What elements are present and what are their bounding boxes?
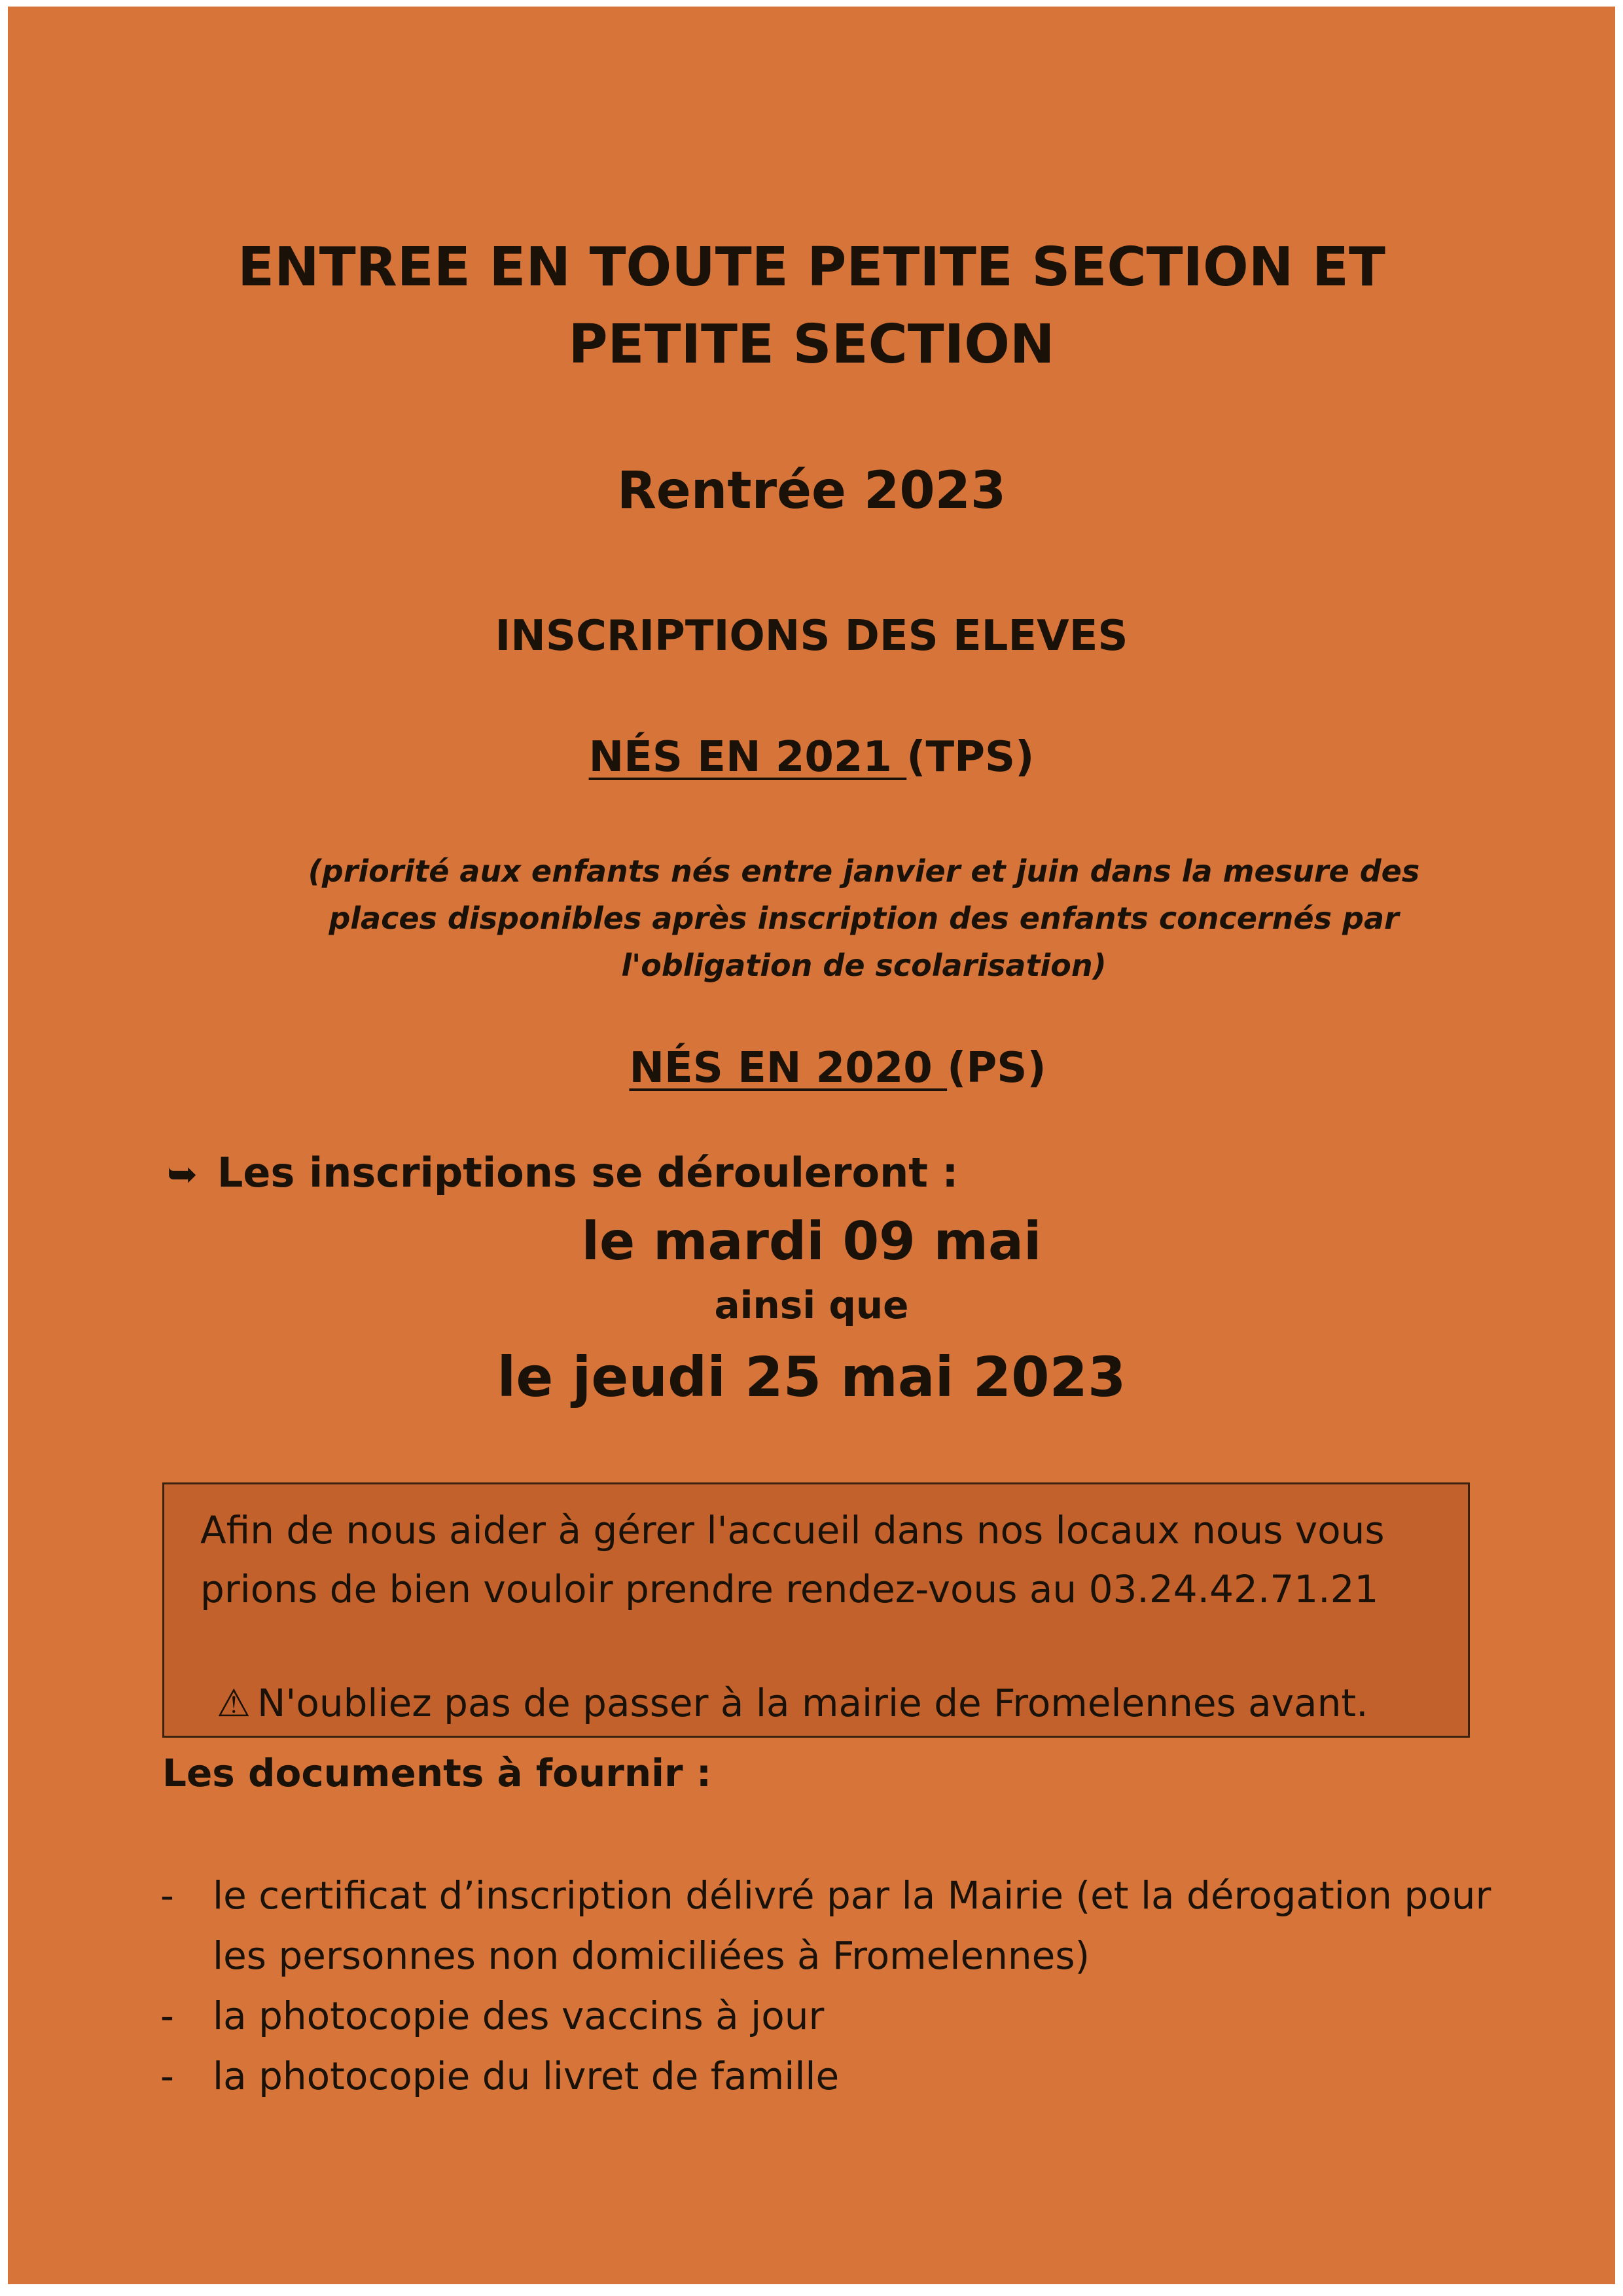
list-item: - le certificat d’inscription délivré par la Mairie (et la dérogation pour les personnes non domiciliées à Fromelennes) (160, 1873, 1491, 1978)
list-item: - la photocopie du livret de famille (160, 2054, 840, 2098)
notice-warning (217, 1681, 1368, 1725)
tps-suffix: (TPS) (906, 733, 1035, 781)
documents-list (160, 1865, 1535, 2106)
ps-suffix: (PS) (947, 1044, 1046, 1092)
ps-heading (26, 1044, 1623, 1092)
ps-label: NÉS EN 2020 (629, 1044, 948, 1092)
document-item-text: la photocopie des vaccins à jour (213, 1994, 825, 2038)
list-item: - la photocopie des vaccins à jour (160, 1994, 825, 2038)
tps-heading (0, 733, 1623, 781)
date-connector: ainsi que (714, 1283, 909, 1327)
deroulement-line (167, 1149, 958, 1196)
warning-icon: ⚠ (217, 1681, 251, 1725)
date-second: le jeudi 25 mai 2023 (497, 1345, 1126, 1409)
title-line-1: ENTREE EN TOUTE PETITE SECTION ET (238, 236, 1385, 298)
notice-text: Afin de nous aider à gérer l'accueil dans nos locaux nous vous prions de bien vouloir prendre rendez-vous au 03.24.42.71.21 (200, 1508, 1385, 1611)
priorite-note: (priorité aux enfants nés entre janvier et juin dans la mesure des places disponibles après inscription des enfants concernés par l'obligation de scolarisation) (308, 853, 1420, 983)
arrow-icon: ➥ (167, 1153, 198, 1196)
documents-title: Les documents à fournir : (162, 1751, 712, 1795)
document-item-text: le certificat d’inscription délivré par la Mairie (et la dérogation pour les personnes non domiciliées à Fromelennes) (213, 1873, 1491, 1978)
page-title (0, 229, 1623, 384)
notice-box (162, 1482, 1470, 1738)
deroulement-text: Les inscriptions se dérouleront : (217, 1149, 959, 1196)
rentree-heading: Rentrée 2023 (616, 461, 1007, 520)
date-first: le mardi 09 mai (581, 1211, 1042, 1272)
inscriptions-heading: INSCRIPTIONS DES ELEVES (495, 612, 1128, 660)
notice-warning-text: N'oubliez pas de passer à la mairie de Fromelennes avant. (257, 1681, 1368, 1725)
tps-label: NÉS EN 2021 (588, 733, 907, 781)
title-line-2: PETITE SECTION (568, 314, 1055, 376)
document-item-text: la photocopie du livret de famille (213, 2054, 840, 2098)
